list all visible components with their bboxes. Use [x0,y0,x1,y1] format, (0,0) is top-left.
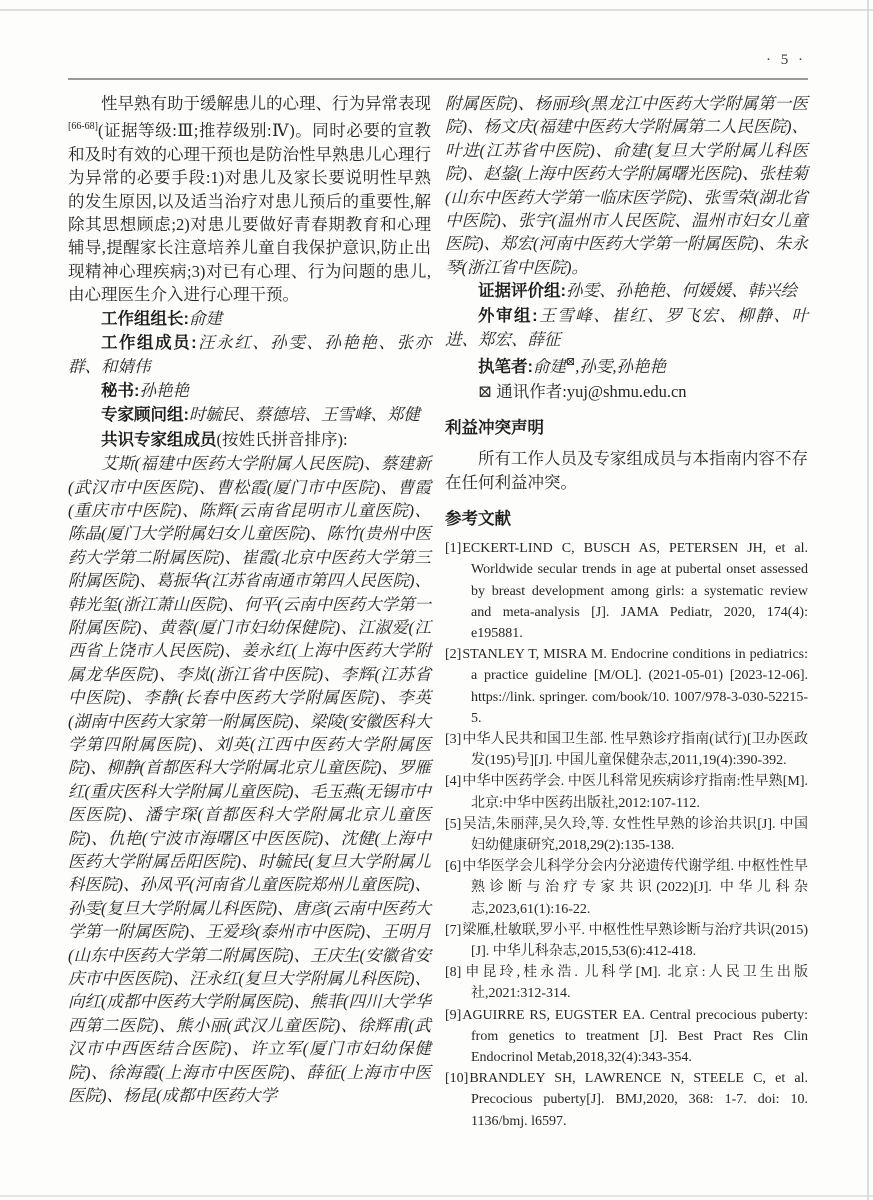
role-line-external-review [445,304,808,352]
reference-text: 申昆玲,桂永浩. 儿科学[M]. 北京:人民卫生出版社,2021:312-314. [462,965,808,1002]
page-number: · 5 · [766,52,806,68]
role-line-group-leader [68,307,431,331]
scan-edge-top [0,9,873,11]
correspondence-line [445,380,808,403]
intro-text-after: (证据等级:Ⅲ;推荐级别:Ⅳ)。同时必要的宣教和及时有效的心理干预也是防治性早熟患儿心理行为异常的必要手段:1)对患儿及家长要说明性早熟的发生原因,以及适当治疗对患儿预后的重要性,解除其思想顾虑;2)对患儿要做好青春期教育和心理辅导,提醒家长注意培养儿童自我保护意识,防止出现精神心理疾病;3)对已有心理、行为问题的患儿,由心理医生介入进行心理干预。 [68,121,431,305]
reference-item [445,920,808,962]
role-names: 王雪峰、崔红、罗飞宏、柳静、叶进、郑宏、薛征 [445,305,808,350]
role-line-secretary [68,379,431,403]
page-header [68,44,808,78]
role-line-group-members [68,331,431,379]
experts-list-part2: 附属医院)、杨丽珍(黑龙江中医药大学附属第一医院)、杨文庆(福建中医药大学附属第二人民医院)、叶进(江苏省中医院)、俞建(复旦大学附属儿科医院)、赵鋆(上海中医药大学附属曙光医院)、张桂菊(山东中医药大学第一临床医学院)、张雪荣(湖北省中医院)、张宇(温州市人民医院、温州市妇女儿童医院)、郑宏(河南中医药大学第一附属医院)、朱永琴(浙江省中医院)。 [445,94,808,277]
reference-item [445,814,808,856]
role-label: 工作组组长: [101,309,189,328]
conflict-statement: 所有工作人员及专家组成员与本指南内容不存在任何利益冲突。 [445,449,808,492]
role-label: 工作组成员: [101,334,197,353]
consensus-group-line [68,428,431,452]
scan-edge-bottom [0,1195,873,1197]
role-line-evidence-group [445,279,808,303]
reference-text: 中华人民共和国卫生部. 性早熟诊疗指南(试行)[卫办医政发(195)号][J]. 中国儿童保健杂志,2011,19(4):390-392. [462,731,808,769]
role-names: 时毓民、蔡德培、王雪峰、郑健 [189,405,420,425]
role-label: 证据评价组: [478,282,566,301]
reference-item [445,729,808,771]
header-rule [68,78,808,80]
reference-text: STANLEY T, MISRA M. Endocrine conditions in pediatrics: a practice guideline [M/OL]. (2021-05-01) [2023-12-06]. https://link. springer. com/book/10. 1007/978-3-030-52215-5. [462,647,808,726]
reference-id: [7] [445,922,462,938]
author-other-names: ,孙雯,孙艳艳 [575,357,666,377]
author-first-name: 俞建 [533,357,566,377]
intro-text-before: 性早熟有助于缓解患儿的心理、行为异常表现 [101,94,431,113]
reference-id: [2] [445,647,462,663]
envelope-icon: ⊠ [478,381,493,401]
reference-item [445,856,808,920]
reference-text: 吴洁,朱丽萍,吴久玲,等. 女性性早熟的诊治共识[J]. 中国妇幼健康研究,2018,29(2):135-138. [462,816,808,853]
role-names: 俞建 [189,308,222,328]
correspondence-text: 通讯作者:yuj@shmu.edu.cn [496,381,687,401]
reference-id: [4] [445,774,462,790]
conflict-heading: 利益冲突声明 [445,419,544,438]
reference-id: [8] [445,965,462,981]
role-label: 秘书: [101,381,140,400]
reference-text: 中华中医药学会. 中医儿科常见疾病诊疗指南:性早熟[M]. 北京:中华中医药出版社,2012:107-112. [462,774,808,811]
reference-id: [6] [445,859,462,875]
reference-item [445,962,808,1004]
page-content [68,44,808,1132]
experts-list-part1: 艾斯(福建中医药大学附属人民医院)、蔡建新(武汉市中医医院)、曹松霞(厦门市中医院)、曹霞(重庆市中医院)、陈辉(云南省昆明市儿童医院)、陈晶(厦门大学附属妇女儿童医院)、陈竹(贵州中医药大学第二附属医院)、崔霞(北京中医药大学第三附属医院)、葛振华(江苏省南通市第四人民医院)、韩光玺(浙江萧山医院)、何平(云南中医药大学第一附属医院)、黄蓉(厦门市妇幼保健院)、江淑爱(江西省上饶市人民医院)、姜永红(上海中医药大学附属龙华医院)、李岚(浙江省中医院)、李辉(江苏省中医院)、李静(长春中医药大学附属医院)、李英(湖南中医药大家第一附属医院)、梁陵(安徽医科大学第四附属医院)、刘英(江西中医药大学附属医院)、柳静(首都医科大学附属北京儿童医院)、罗雁红(重庆医科大学附属儿童医院)、毛玉燕(无锡市中医医院)、潘宇琛(首都医科大学附属北京儿童医院)、仇艳(宁波市海曙区中医医院)、沈健(上海中医药大学附属岳阳医院)、时毓民(复旦大学附属儿科医院)、孙凤平(河南省儿童医院郑州儿童医院)、孙雯(复旦大学附属儿科医院)、唐彦(云南中医药大学第一附属医院)、王爱珍(泰州市中医院)、王明月(山东中医药大学第二附属医院)、王庆生(安徽省安庆市中医医院)、汪永红(复旦大学附属儿科医院)、向红(成都中医药大学附属医院)、熊菲(四川大学华西第二医院)、熊小丽(武汉儿童医院)、徐辉甫(武汉市中西医结合医院)、许立军(厦门市妇幼保健院)、徐海霞(上海市中医医院)、薛征(上海市中医医院)、杨昆(成都中医药大学 [68,454,431,1106]
reference-text: ECKERT-LIND C, BUSCH AS, PETERSEN JH, et al. Worldwide secular trends in age at pubertal onset assessed by breast development among girls: a systematic review and meta-analysis [J]. JAMA Pediatr, 2020, 174(4): e195881. [462,541,808,641]
left-column [68,92,431,1132]
reference-text: BRANDLEY SH, LAWRENCE N, STEELE C, et al. Precocious puberty[J]. BMJ,2020, 368: 1-7. doi: 10. 1136/bmj. l6597. [469,1071,808,1129]
reference-item [445,538,808,644]
role-names: 汪永红、孙雯、孙艳艳、张亦群、和婧伟 [68,333,432,377]
reference-id: [3] [445,731,462,747]
reference-id: [9] [445,1007,462,1023]
right-column [445,92,808,1132]
reference-id: [10] [445,1071,469,1087]
reference-text: AGUIRRE RS, EUGSTER EA. Central precocious puberty: from genetics to treatment [J]. Best Pract Res Clin Endocrinol Metab,2018,32(4):343-354. [462,1007,808,1065]
citation-superscript: [66-68] [68,121,98,133]
author-line [445,351,808,379]
references-heading: 参考文献 [445,510,511,529]
envelope-icon: ⊠ [566,356,576,369]
two-column-body [68,92,808,1132]
reference-item [445,644,808,729]
role-label: 外审组: [478,306,538,325]
intro-paragraph [68,92,431,307]
reference-item [445,1005,808,1069]
scan-edge-right [867,0,869,1200]
role-label: 专家顾问组: [101,406,189,425]
consensus-group-suffix: (按姓氏拼音排序): [216,429,348,449]
author-label: 执笔者: [478,358,533,377]
reference-id: [1] [445,541,462,557]
references-list [445,538,808,1132]
reference-item [445,1068,808,1132]
reference-text: 梁雁,杜敏联,罗小平. 中枢性性早熟诊断与治疗共识(2015)[J]. 中华儿科杂志,2015,53(6):412-418. [462,922,808,959]
role-names: 孙雯、孙艳艳、何媛媛、韩兴绘 [566,281,797,301]
consensus-group-label: 共识专家组成员 [101,430,217,449]
reference-text: 中华医学会儿科学分会内分泌遗传代谢学组. 中枢性性早熟诊断与治疗专家共识(2022)[J]. 中华儿科杂志,2023,61(1):16-22. [462,859,808,917]
role-names: 孙艳艳 [139,380,189,400]
reference-id: [5] [445,816,462,832]
reference-item [445,771,808,813]
role-line-advisors [68,403,431,427]
